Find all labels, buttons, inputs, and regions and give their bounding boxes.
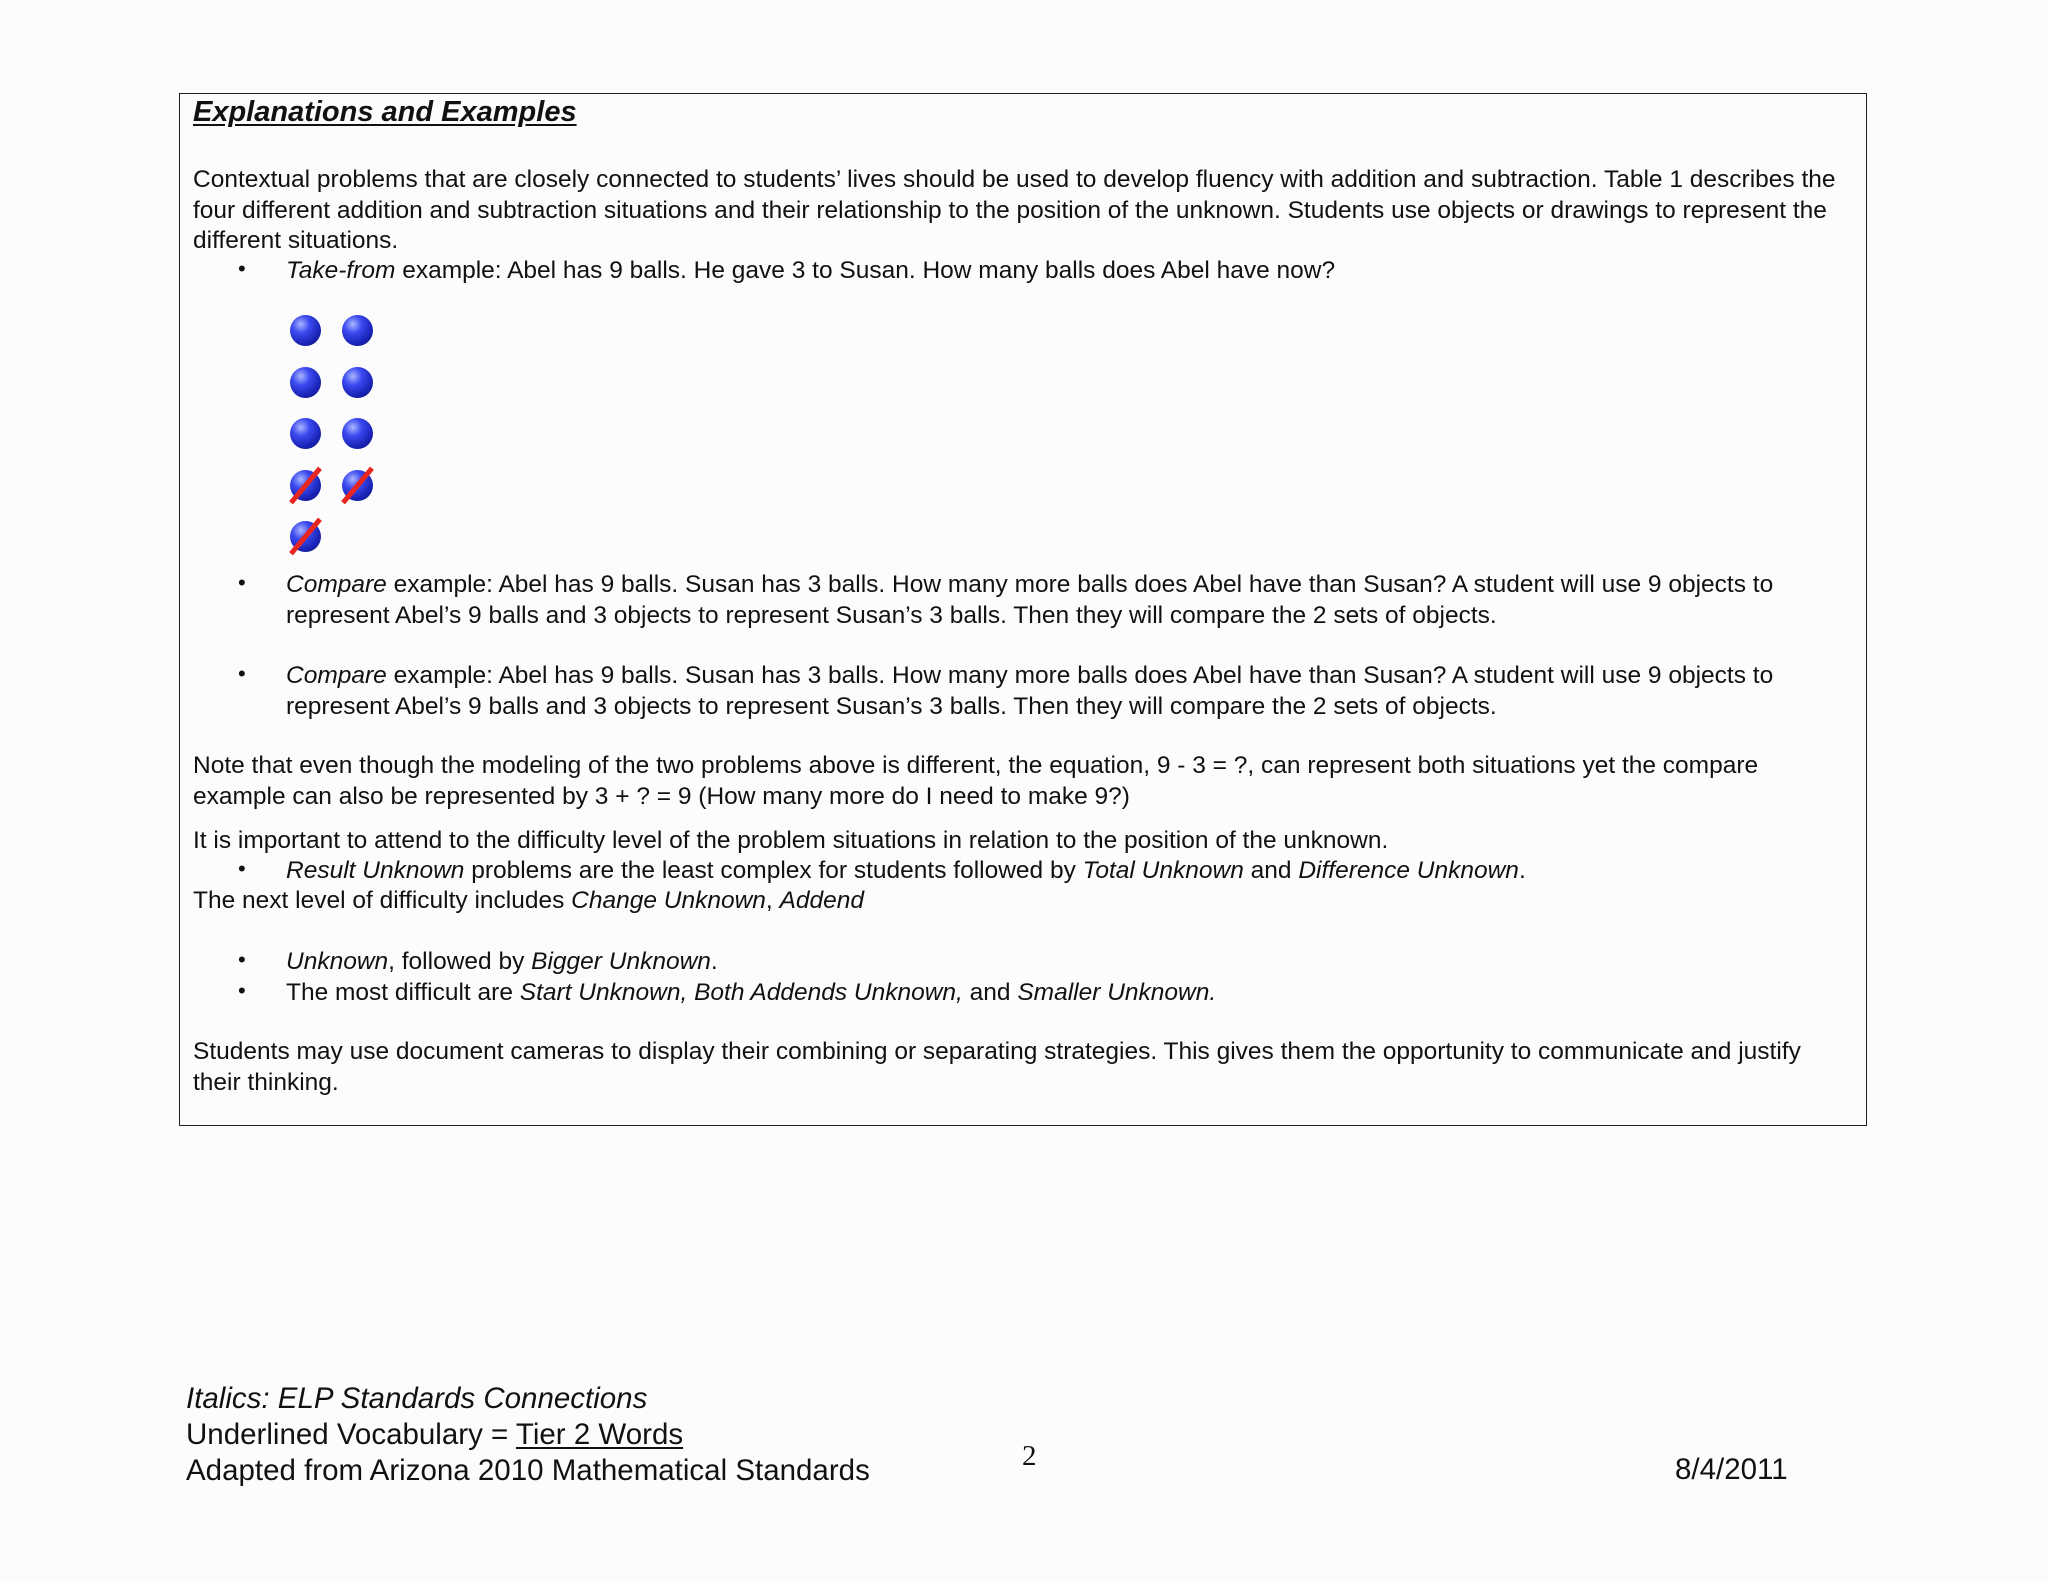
intro-paragraph: Contextual problems that are closely connected to students’ lives should be used to develop fluency with addition and subtraction. Table 1 describes the four different addition and subtraction situations and their relationship to the position of the unknown. Students use objects or drawings to represent the different situations. bbox=[193, 166, 1836, 254]
closing-paragraph: Students may use document cameras to display their combining or separating strategies. This gives them the opportunity to communicate and justify their thinking. bbox=[193, 1038, 1801, 1096]
compare-example-2: Compare example: Abel has 9 balls. Susan has 3 balls. How many more balls does Abel have than Susan? A student will use 9 objects to represent Abel’s 9 balls and 3 objects to represent Susan’s 3 balls. Then they will compare the 2 sets of objects. bbox=[286, 662, 1774, 720]
difficulty-next-level: The next level of difficulty includes Change Unknown, Addend bbox=[193, 887, 865, 914]
difficulty-bullet-1: Result Unknown problems are the least complex for students followed by Total Unknown and Difference Unknown. bbox=[286, 857, 1526, 884]
bullet-dot: • bbox=[238, 978, 246, 1003]
footer-date: 8/4/2011 bbox=[1675, 1453, 1788, 1486]
note-paragraph: Note that even though the modeling of the two problems above is different, the equation, 9 - 3 = ?, can represent both situations yet the compare example can also be represented by 3 + ? = 9 (How many more do I need to make 9?) bbox=[193, 752, 1759, 810]
ball bbox=[290, 418, 321, 449]
take-from-example: Take-from example: Abel has 9 balls. He gave 3 to Susan. How many balls does Abel have now? bbox=[286, 257, 1336, 284]
ball bbox=[342, 367, 373, 398]
difficulty-intro: It is important to attend to the difficulty level of the problem situations in relation to the position of the unknown. bbox=[193, 827, 1389, 854]
footer-vocabulary-note: Underlined Vocabulary = Tier 2 Words bbox=[186, 1418, 684, 1451]
difficulty-bullet-2: Unknown, followed by Bigger Unknown. bbox=[286, 948, 718, 975]
bullet-dot: • bbox=[238, 570, 246, 595]
ball bbox=[342, 315, 373, 346]
footer-source: Adapted from Arizona 2010 Mathematical Standards bbox=[186, 1454, 870, 1487]
bullet-dot: • bbox=[238, 661, 246, 686]
difficulty-bullet-3: The most difficult are Start Unknown, Both Addends Unknown, and Smaller Unknown. bbox=[286, 979, 1217, 1006]
ball bbox=[290, 315, 321, 346]
compare-example-1: Compare example: Abel has 9 balls. Susan has 3 balls. How many more balls does Abel have than Susan? A student will use 9 objects to represent Abel’s 9 balls and 3 objects to represent Susan’s 3 balls. Then they will compare the 2 sets of objects. bbox=[286, 571, 1774, 629]
ball bbox=[290, 367, 321, 398]
bullet-dot: • bbox=[238, 256, 246, 281]
ball bbox=[342, 418, 373, 449]
bullet-dot: • bbox=[238, 947, 246, 972]
footer-italics-note: Italics: ELP Standards Connections bbox=[186, 1382, 648, 1415]
page-number: 2 bbox=[1022, 1440, 1037, 1472]
bullet-dot: • bbox=[238, 856, 246, 881]
section-title: Explanations and Examples bbox=[193, 96, 577, 128]
balls-figure bbox=[285, 312, 405, 562]
